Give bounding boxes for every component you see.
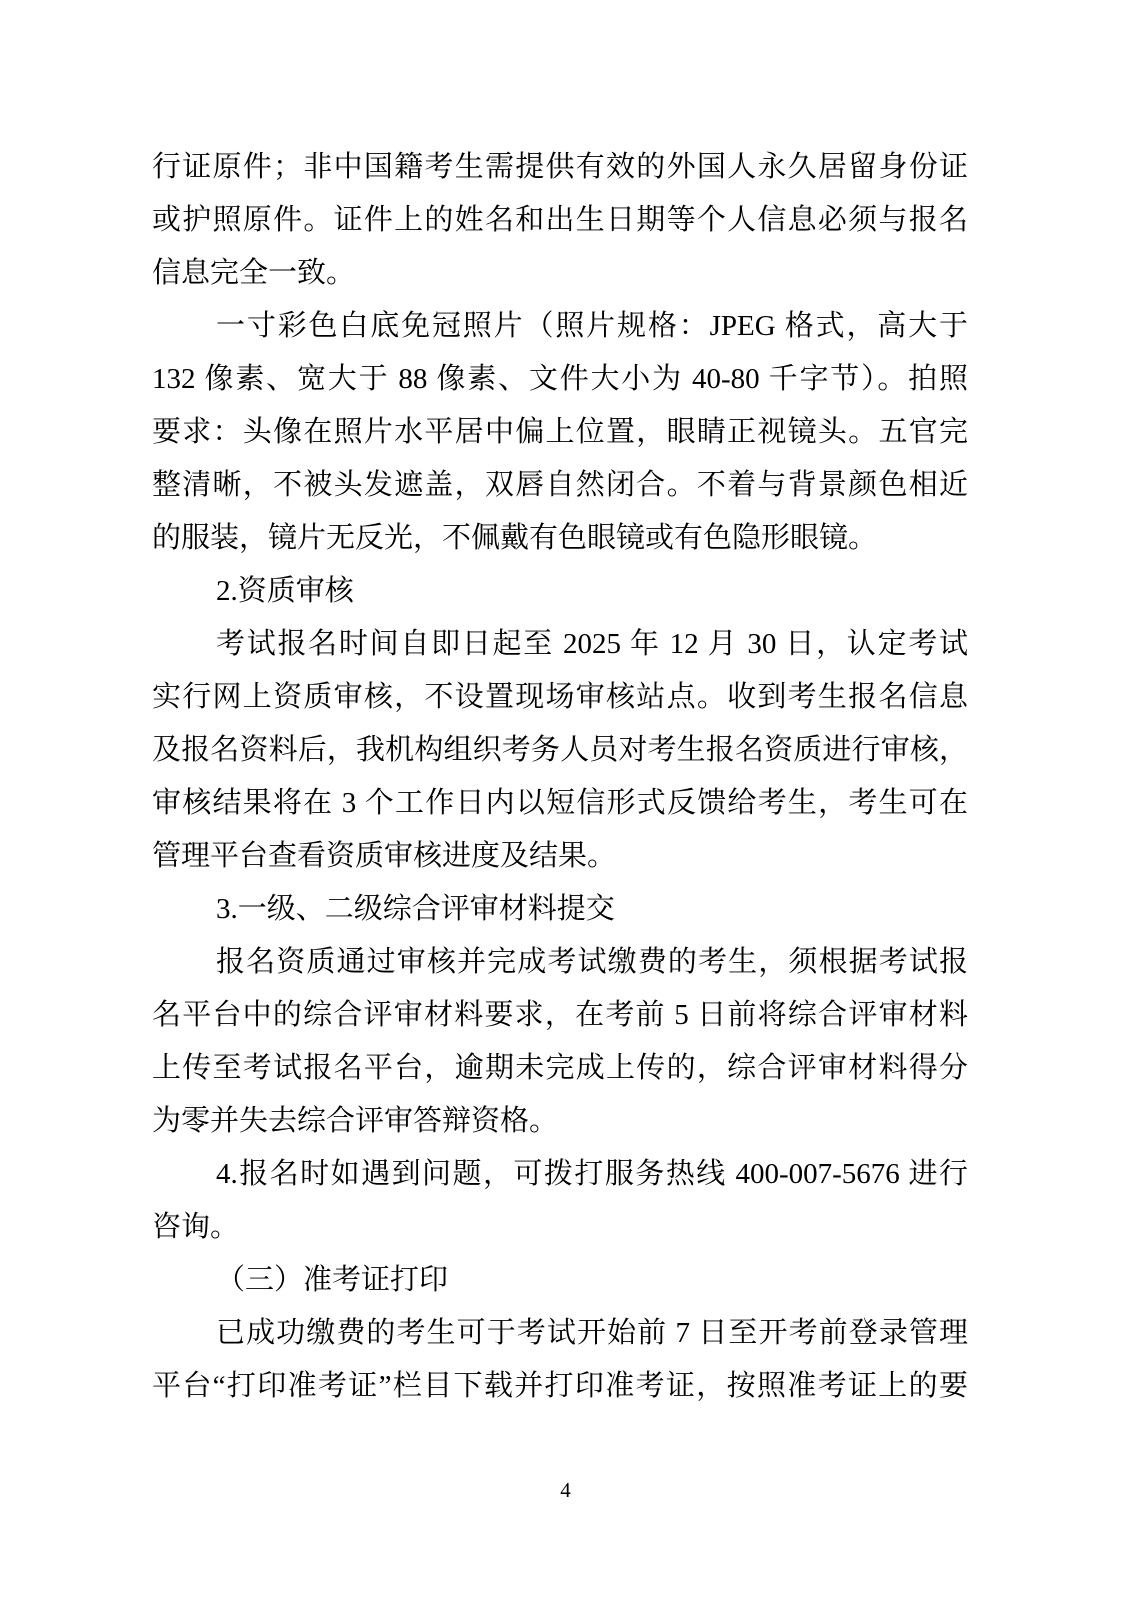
heading-qualification-review: 2.资质审核 xyxy=(216,575,354,607)
text-line: 咨询。 xyxy=(152,1211,240,1243)
text-line: 管理平台查看资质审核进度及结果。 xyxy=(152,840,617,872)
text-line: 或护照原件。证件上的姓名和出生日期等个人信息必须与报名 xyxy=(152,204,968,236)
text-line: 132 像素、宽大于 88 像素、文件大小为 40-80 千字节）。拍照 xyxy=(152,363,968,395)
document-body xyxy=(152,141,968,1413)
text-line: 信息完全一致。 xyxy=(152,257,356,289)
text-line: 报名资质通过审核并完成考试缴费的考生，须根据考试报 xyxy=(216,946,968,978)
text-line: 平台“打印准考证”栏目下载并打印准考证，按照准考证上的要 xyxy=(152,1370,968,1402)
heading-material-submission: 3.一级、二级综合评审材料提交 xyxy=(216,893,615,925)
text-line: 行证原件；非中国籍考生需提供有效的外国人永久居留身份证 xyxy=(152,151,968,183)
text-line: 考试报名时间自即日起至 2025 年 12 月 30 日，认定考试 xyxy=(216,628,968,660)
text-line: 及报名资料后，我机构组织考务人员对考生报名资质进行审核， xyxy=(152,734,968,766)
text-line: 实行网上资质审核，不设置现场审核站点。收到考生报名信息 xyxy=(152,681,968,713)
text-line: 整清晰，不被头发遮盖，双唇自然闭合。不着与背景颜色相近 xyxy=(152,469,968,501)
text-line: 名平台中的综合评审材料要求，在考前 5 日前将综合评审材料 xyxy=(152,999,968,1031)
text-line: 一寸彩色白底免冠照片（照片规格：JPEG 格式，高大于 xyxy=(216,310,968,342)
text-line: 4.报名时如遇到问题，可拨打服务热线 400-007-5676 进行 xyxy=(216,1158,968,1190)
text-line: 的服装，镜片无反光，不佩戴有色眼镜或有色隐形眼镜。 xyxy=(152,522,878,554)
text-line: 为零并失去综合评审答辩资格。 xyxy=(152,1105,559,1137)
text-line: 已成功缴费的考生可于考试开始前 7 日至开考前登录管理 xyxy=(216,1317,968,1349)
heading-admission-ticket-print: （三）准考证打印 xyxy=(216,1264,449,1296)
text-line: 要求：头像在照片水平居中偏上位置，眼睛正视镜头。五官完 xyxy=(152,416,968,448)
page-number: 4 xyxy=(560,1478,571,1502)
text-line: 审核结果将在 3 个工作日内以短信形式反馈给考生，考生可在 xyxy=(152,787,968,819)
text-line: 上传至考试报名平台，逾期未完成上传的，综合评审材料得分 xyxy=(152,1052,968,1084)
